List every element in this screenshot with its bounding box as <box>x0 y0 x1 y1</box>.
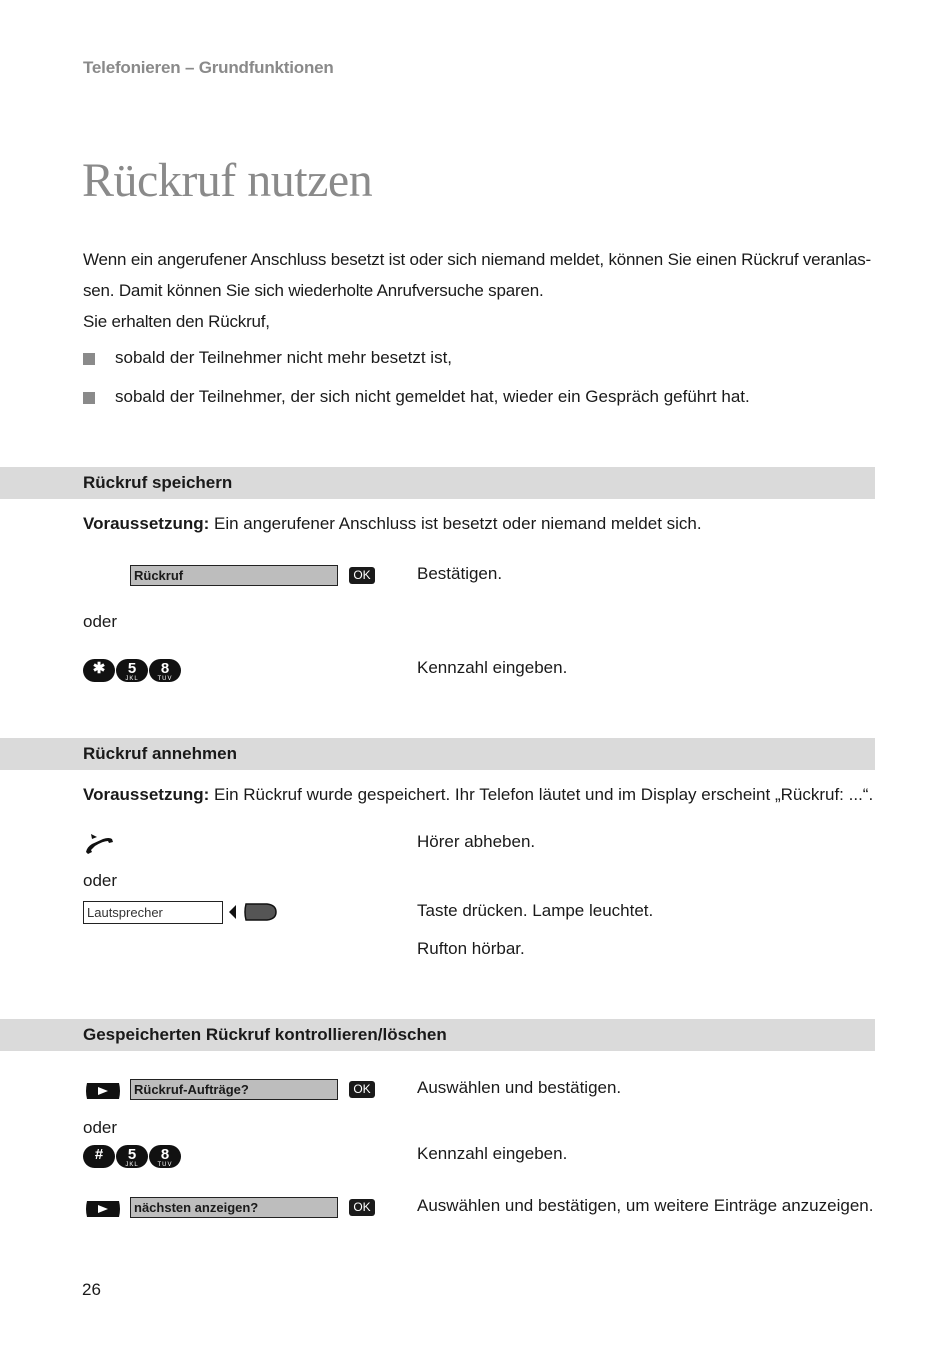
digit-8-key[interactable] <box>149 659 181 682</box>
step-description: Taste drücken. Lampe leuchtet. <box>417 901 654 920</box>
prerequisite-label: Voraussetzung: <box>83 514 210 533</box>
intro-line-3: Sie erhalten den Rückruf, <box>83 312 270 331</box>
section-heading-bar <box>0 738 875 770</box>
step-description: Auswählen und bestätigen, um weitere Einträge anzuzeigen. <box>417 1196 874 1215</box>
speaker-key[interactable] <box>243 903 277 926</box>
intro-line-1: Wenn ein angerufener Anschluss besetzt ist oder sich niemand meldet, können Sie einen Rückruf veranlas- <box>83 250 871 269</box>
lift-handset-icon <box>83 830 115 861</box>
bullet-square-icon <box>83 392 95 404</box>
prerequisite <box>83 514 702 534</box>
page-number: 26 <box>82 1280 101 1299</box>
or-separator: oder <box>83 612 118 631</box>
bullet-text: sobald der Teilnehmer, der sich nicht gemeldet hat, wieder ein Gespräch geführt hat. <box>115 387 750 406</box>
speaker-key-label: Lautsprecher <box>83 901 223 924</box>
display-menu-item[interactable]: Rückruf-Aufträge? <box>130 1079 338 1100</box>
hash-key[interactable] <box>83 1145 115 1168</box>
key-sub: JKL <box>125 676 139 682</box>
digit-5-key[interactable] <box>116 1145 148 1168</box>
star-key[interactable] <box>83 659 115 682</box>
intro-paragraph <box>83 244 873 337</box>
key-sub: TUV <box>157 676 173 682</box>
digit-5-key[interactable] <box>116 659 148 682</box>
section-heading: Rückruf speichern <box>83 473 233 492</box>
ok-key[interactable]: OK <box>349 1199 375 1216</box>
navigation-arrow-key[interactable] <box>84 1082 122 1105</box>
key-main: 8 <box>160 1146 170 1163</box>
prerequisite <box>83 785 873 805</box>
bullet-text: sobald der Teilnehmer nicht mehr besetzt ist, <box>115 348 453 367</box>
display-menu-item[interactable]: Rückruf <box>130 565 338 586</box>
navigation-arrow-key[interactable] <box>84 1200 122 1223</box>
key-main: 5 <box>127 1146 137 1163</box>
prerequisite-label: Voraussetzung: <box>83 785 210 804</box>
key-main: 5 <box>127 660 137 677</box>
section-heading-bar <box>0 1019 875 1051</box>
key-main: # <box>94 1146 104 1163</box>
step-description: Auswählen und bestätigen. <box>417 1078 622 1097</box>
keypad-sequence <box>83 659 181 682</box>
key-sub: TUV <box>157 1162 173 1168</box>
bullet-square-icon <box>83 353 95 365</box>
section-heading: Gespeicherten Rückruf kontrollieren/löschen <box>83 1025 447 1044</box>
display-menu-item[interactable]: nächsten anzeigen? <box>130 1197 338 1218</box>
step-description: Hörer abheben. <box>417 832 536 851</box>
ok-key[interactable]: OK <box>349 1081 375 1098</box>
section-heading-bar <box>0 467 875 499</box>
or-separator: oder <box>83 1118 118 1137</box>
running-header: Telefonieren – Grundfunktionen <box>83 58 334 77</box>
step-description: Kennzahl eingeben. <box>417 658 568 677</box>
page-title: Rückruf nutzen <box>82 154 373 207</box>
step-description: Kennzahl eingeben. <box>417 1144 568 1163</box>
section-heading: Rückruf annehmen <box>83 744 237 763</box>
step-description: Bestätigen. <box>417 564 503 583</box>
step-description: Rufton hörbar. <box>417 939 525 958</box>
key-main: 8 <box>160 660 170 677</box>
speaker-lamp-icon <box>227 903 237 926</box>
ok-key[interactable]: OK <box>349 567 375 584</box>
prerequisite-text: Ein angerufener Anschluss ist besetzt oder niemand meldet sich. <box>209 514 702 533</box>
digit-8-key[interactable] <box>149 1145 181 1168</box>
prerequisite-text: Ein Rückruf wurde gespeichert. Ihr Telefon läutet und im Display erscheint „Rückruf: ...“. <box>209 785 874 804</box>
or-separator: oder <box>83 871 118 890</box>
intro-line-2: sen. Damit können Sie sich wiederholte Anrufversuche sparen. <box>83 281 544 300</box>
key-sub: JKL <box>125 1162 139 1168</box>
key-main: ✱ <box>92 660 106 677</box>
keypad-sequence <box>83 1145 181 1168</box>
